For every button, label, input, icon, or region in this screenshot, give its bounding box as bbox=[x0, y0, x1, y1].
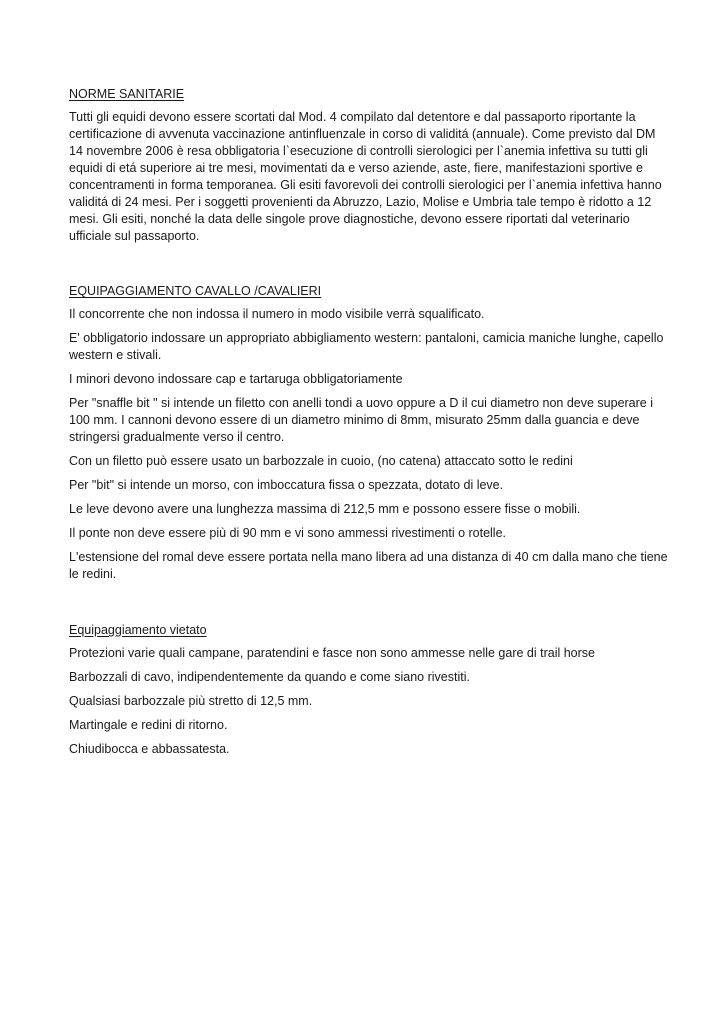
paragraph: Il concorrente che non indossa il numero in modo visibile verrà squalificato. bbox=[69, 307, 485, 321]
paragraph: Il ponte non deve essere più di 90 mm e vi sono ammessi rivestimenti o rotelle. bbox=[69, 526, 507, 540]
paragraph: Con un filetto può essere usato un barbozzale in cuoio, (no catena) attaccato sotto le redini bbox=[69, 454, 573, 468]
section-heading: Equipaggiamento vietato bbox=[69, 623, 207, 637]
paragraph: Chiudibocca e abbassatesta. bbox=[69, 742, 230, 756]
paragraph: Per "bit" si intende un morso, con imboccatura fissa o spezzata, dotato di leve. bbox=[69, 478, 504, 492]
document-page bbox=[69, 86, 669, 765]
section-equipaggiamento bbox=[69, 283, 669, 583]
paragraph: E' obbligatorio indossare un appropriato abbigliamento western: pantaloni, camicia maniche lunghe, capello western e stivali. bbox=[69, 331, 664, 362]
paragraph: Barbozzali di cavo, indipendentemente da quando e come siano rivestiti. bbox=[69, 670, 470, 684]
paragraph: Martingale e redini di ritorno. bbox=[69, 718, 228, 732]
section-heading: EQUIPAGGIAMENTO CAVALLO /CAVALIERI bbox=[69, 284, 322, 298]
paragraph: Tutti gli equidi devono essere scortati dal Mod. 4 compilato dal detentore e dal passaporto riportante la certificazione di avvenuta vaccinazione antinfluenzale in corso di validitá (annuale). Come previsto dal DM 14 novembre 2006 è resa obbligatoria l`esecuzione di controlli sierologici per l`anemia infettiva su tutti gli equidi di etá superiore ai tre mesi, movimentati da e verso aziende, aste, fiere, manifestazioni sportive e concentramenti in forma temporanea. Gli esiti favorevoli dei controlli sierologici per l`anemia infettiva hanno validitá di 24 mesi. Per i soggetti provenienti da Abruzzo, Lazio, Molise e Umbria tale tempo è ridotto a 12 mesi. Gli esiti, nonché la data delle singole prove diagnostiche, devono essere riportati dal veterinario ufficiale sul passaporto. bbox=[69, 110, 662, 243]
paragraph: I minori devono indossare cap e tartaruga obbligatoriamente bbox=[69, 372, 403, 386]
section-norme-sanitarie bbox=[69, 86, 669, 245]
paragraph: Le leve devono avere una lunghezza massima di 212,5 mm e possono essere fisse o mobili. bbox=[69, 502, 581, 516]
section-heading: NORME SANITARIE bbox=[69, 87, 185, 101]
paragraph: L'estensione del romal deve essere portata nella mano libera ad una distanza di 40 cm dalla mano che tiene le redini. bbox=[69, 550, 668, 581]
section-equipaggiamento-vietato bbox=[69, 622, 669, 758]
paragraph: Qualsiasi barbozzale più stretto di 12,5 mm. bbox=[69, 694, 313, 708]
paragraph: Per "snaffle bit " si intende un filetto con anelli tondi a uovo oppure a D il cui diametro non deve superare i 100 mm. I cannoni devono essere di un diametro minimo di 8mm, misurato 25mm dalla guancia e deve stringersi gradualmente verso il centro. bbox=[69, 396, 653, 444]
paragraph: Protezioni varie quali campane, paratendini e fasce non sono ammesse nelle gare di trail horse bbox=[69, 646, 595, 660]
